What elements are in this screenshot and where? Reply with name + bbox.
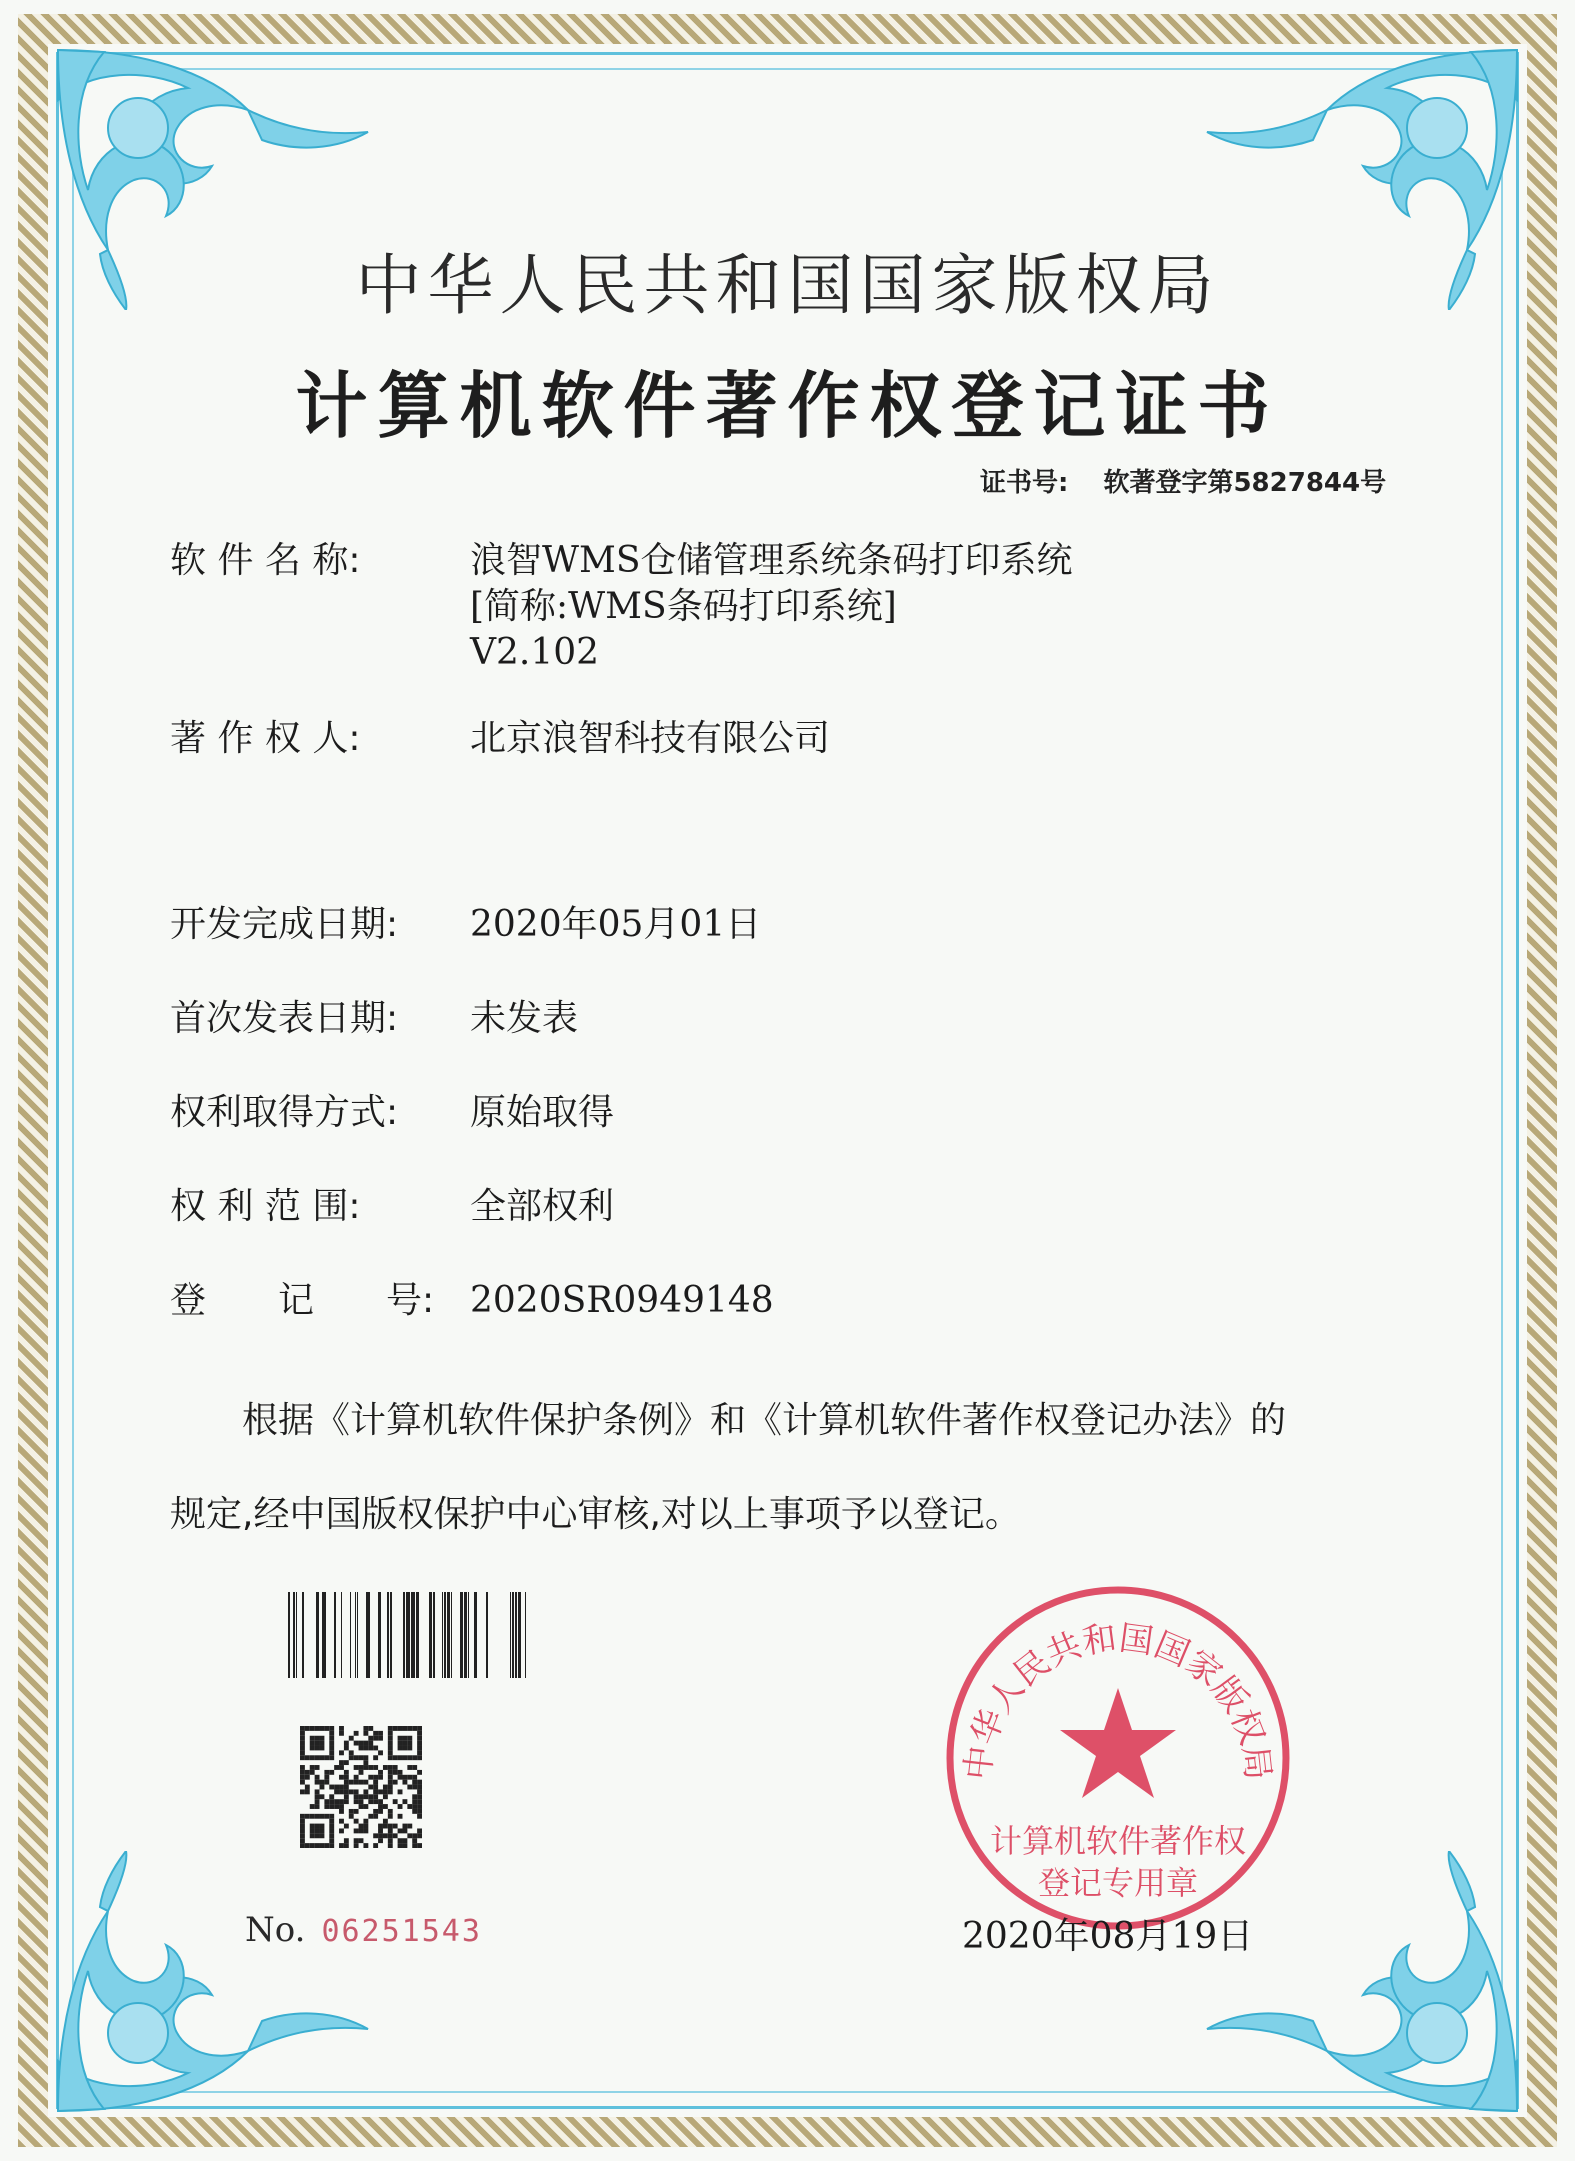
field-acquisition-method [170, 1090, 614, 1136]
field-rights-scope [170, 1184, 614, 1230]
registration-number-label: 登 记 号: [170, 1280, 435, 1321]
software-name-line2: [简称:WMS条码打印系统] [470, 586, 897, 627]
issuer-title: 中华人民共和国国家版权局 [355, 247, 1220, 324]
rights-scope-label: 权 利 范 围: [170, 1186, 361, 1227]
registration-number-value: 2020SR0949148 [470, 1280, 774, 1321]
first-publication-date-label: 首次发表日期: [170, 998, 399, 1039]
software-name-label: 软 件 名 称: [170, 540, 361, 581]
seal-ring-text: 中华人民共和国国家版权局 [958, 1618, 1278, 1782]
seal-star-icon [1060, 1688, 1176, 1798]
copyright-owner-label: 著 作 权 人: [170, 718, 361, 759]
software-name-version: V2.102 [470, 632, 600, 673]
serial-label: No. [245, 1910, 306, 1950]
issue-date: 2020年08月19日 [962, 1916, 1254, 1957]
qr-code [300, 1726, 422, 1848]
certificate-number-value: 软著登字第5827844号 [1103, 468, 1387, 498]
acquisition-method-value: 原始取得 [470, 1092, 615, 1133]
software-name-line1: 浪智WMS仓储管理系统条码打印系统 [470, 540, 1073, 581]
copyright-owner-value: 北京浪智科技有限公司 [470, 718, 831, 759]
seal-line-1: 计算机软件著作权 [989, 1822, 1247, 1860]
corner-ornament-bottom-left [48, 1851, 378, 2121]
field-software-name [170, 538, 1073, 676]
statement-line-2: 规定,经中国版权保护中心审核,对以上事项予以登记。 [170, 1494, 1021, 1535]
certificate-number [980, 462, 1386, 499]
serial-value: 06251543 [321, 1914, 482, 1949]
first-publication-date-value: 未发表 [470, 998, 579, 1039]
barcode [288, 1592, 526, 1678]
field-registration-number [170, 1278, 774, 1324]
field-copyright-owner [170, 716, 830, 762]
field-first-publication-date [170, 996, 578, 1042]
certificate-number-label: 证书号: [980, 468, 1069, 498]
field-completion-date [170, 902, 761, 948]
completion-date-label: 开发完成日期: [170, 904, 399, 945]
official-seal [938, 1578, 1298, 1938]
serial-number [245, 1910, 482, 1950]
rights-scope-value: 全部权利 [470, 1186, 615, 1227]
completion-date-value: 2020年05月01日 [470, 904, 762, 945]
statement-line-1: 根据《计算机软件保护条例》和《计算机软件著作权登记办法》的 [242, 1400, 1287, 1441]
acquisition-method-label: 权利取得方式: [170, 1092, 399, 1133]
document-title: 计算机软件著作权登记证书 [295, 364, 1280, 448]
seal-line-2: 登记专用章 [1037, 1864, 1199, 1902]
